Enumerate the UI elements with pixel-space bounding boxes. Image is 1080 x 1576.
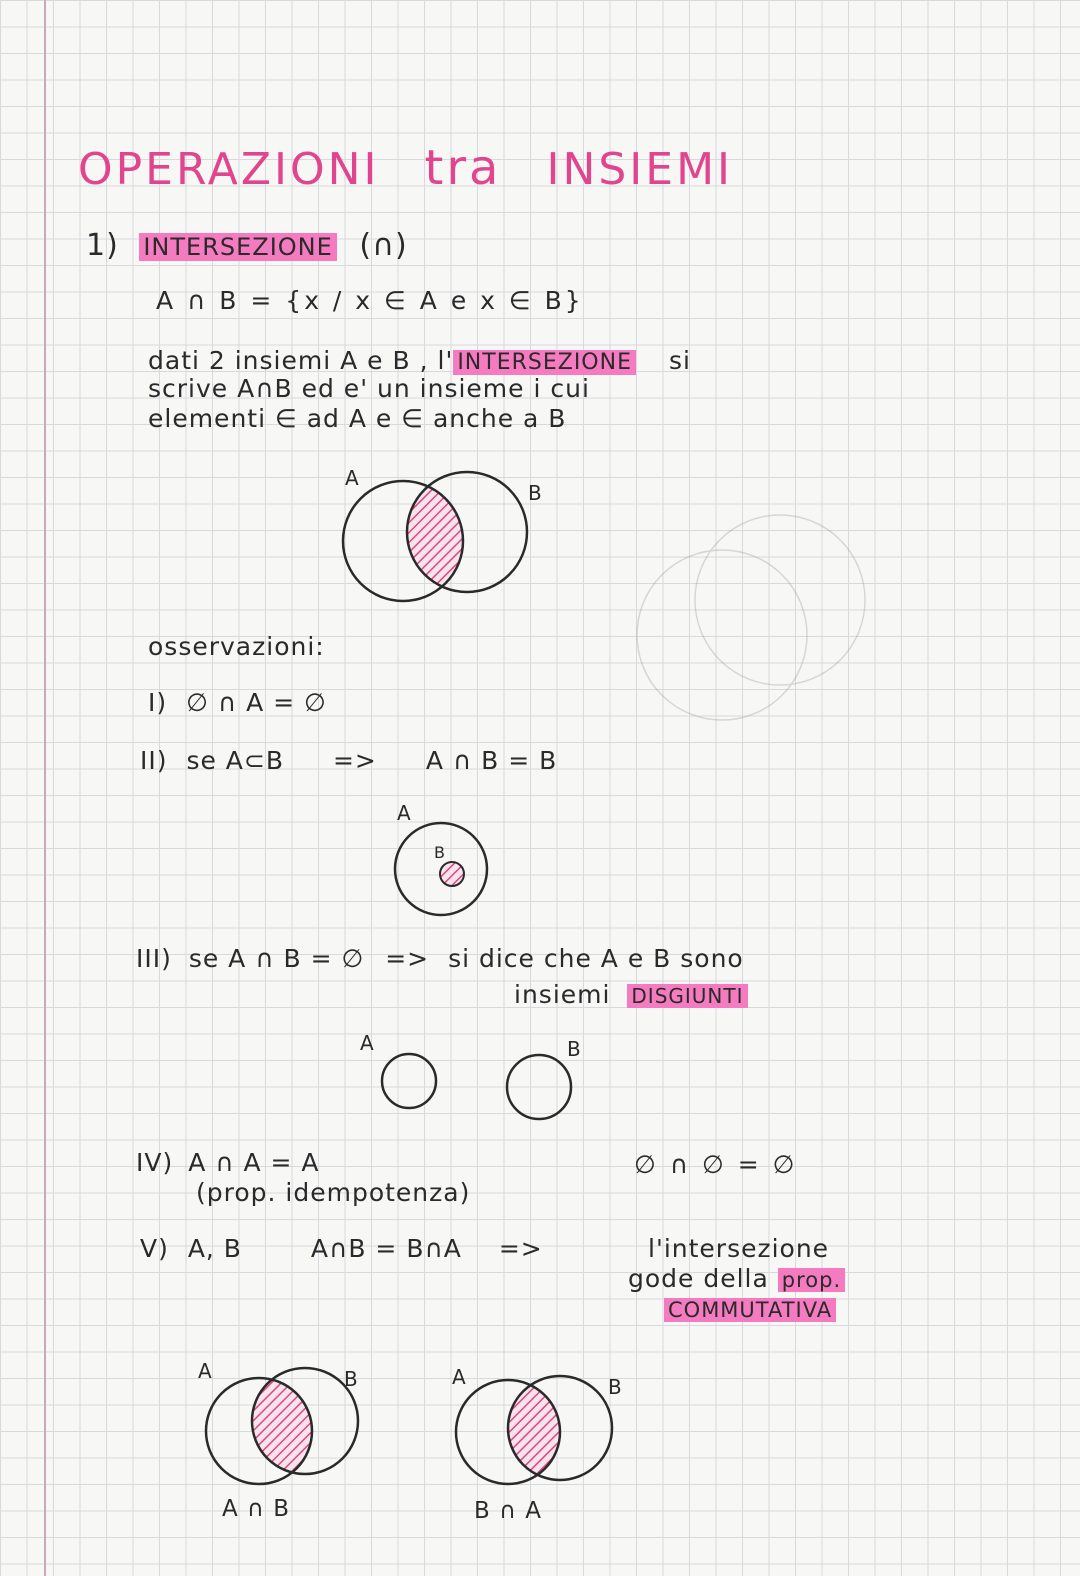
title-word-3: INSIEMI — [546, 144, 734, 195]
venn-a-cap-b — [198, 1359, 358, 1484]
set-b-label: B — [608, 1375, 622, 1399]
commutative-highlight: COMMUTATIVA — [664, 1298, 836, 1322]
set-b-label: B — [344, 1367, 358, 1391]
prop-highlight: prop. — [778, 1268, 845, 1292]
venn-intersection — [343, 466, 542, 601]
faint-sketch — [637, 515, 865, 720]
obs-number: II) — [140, 746, 168, 775]
description-text: dati 2 insiemi A e B , l' — [148, 346, 454, 375]
set-b-label: B — [528, 481, 542, 505]
set-a-label: A — [452, 1365, 466, 1389]
set-a-label: A — [345, 466, 359, 490]
caption-b-cap-a: B ∩ A — [474, 1498, 542, 1524]
obs-number: IV) — [136, 1148, 174, 1177]
observation-4 — [136, 1148, 320, 1177]
section-number: 1) — [86, 228, 119, 263]
obs-text: A, B — [187, 1234, 242, 1263]
implies-arrow: => — [385, 944, 430, 973]
implies-arrow: => — [332, 746, 377, 775]
section-name: INTERSEZIONE — [139, 233, 336, 261]
set-b-label: B — [434, 843, 445, 862]
obs-result: A ∩ B = B — [425, 746, 558, 775]
observation-4-sub: (prop. idempotenza) — [196, 1178, 471, 1207]
observations-heading: osservazioni: — [148, 632, 325, 661]
obs-result: si dice che A e B sono — [448, 944, 744, 973]
caption-a-cap-b: A ∩ B — [222, 1496, 290, 1522]
observation-5-conclusion-3 — [664, 1298, 836, 1322]
obs-number: V) — [140, 1234, 169, 1263]
obs-number: III) — [136, 944, 172, 973]
observation-4-side: ∅ ∩ ∅ = ∅ — [634, 1150, 798, 1179]
title-word-1: OPERAZIONI — [78, 144, 380, 195]
obs-equation: A∩B = B∩A — [310, 1234, 462, 1263]
venn-subset — [395, 801, 487, 915]
intersection-highlight: INTERSEZIONE — [453, 350, 636, 375]
observation-5-conclusion-2 — [628, 1264, 845, 1293]
disjoint-highlight: DISGIUNTI — [627, 984, 747, 1008]
obs-text: se A ∩ B = ∅ — [188, 944, 365, 973]
obs-text: se A⊂B — [186, 746, 285, 775]
set-b-label: B — [567, 1037, 581, 1061]
description-line-3: elementi ∈ ad A e ∈ anche a B — [148, 404, 567, 433]
set-a-label: A — [397, 801, 411, 825]
section-symbol: (∩) — [359, 228, 408, 263]
observation-5-conclusion-1: l'intersezione — [648, 1234, 830, 1263]
description-line-2: scrive A∩B ed e' un insieme i cui — [148, 374, 590, 403]
definition-formula: A ∩ B = {x / x ∈ A e x ∈ B} — [156, 286, 584, 315]
observation-5 — [140, 1234, 543, 1263]
observation-3-cont — [514, 980, 748, 1009]
observation-1 — [148, 688, 327, 717]
set-a-label: A — [198, 1359, 212, 1383]
title-word-2: tra — [424, 140, 502, 196]
venn-disjoint — [360, 1031, 581, 1119]
implies-arrow: => — [498, 1234, 543, 1263]
obs-text: ∅ ∩ A = ∅ — [186, 688, 327, 717]
description-text-end: si — [668, 346, 691, 375]
set-a-label: A — [360, 1031, 374, 1055]
obs-result-cont: insiemi — [514, 980, 611, 1009]
observation-2 — [140, 746, 557, 775]
venn-b-cap-a — [452, 1365, 622, 1484]
obs-number: I) — [148, 688, 168, 717]
observation-3 — [136, 944, 744, 973]
conclusion-text: gode della — [628, 1264, 769, 1293]
obs-text: A ∩ A = A — [188, 1148, 320, 1177]
